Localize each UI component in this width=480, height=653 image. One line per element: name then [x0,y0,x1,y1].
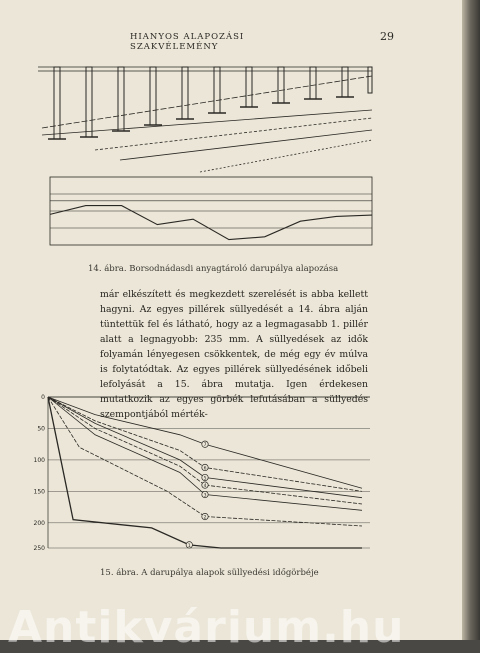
running-header: HIANYOS ALAPOZÁSI SZAKVÉLEMÉNY [130,32,245,52]
fig14-pier [246,67,252,107]
watermark: Antikvárium.hu [8,602,405,653]
fig15-y-tick-label: 0 [41,394,45,401]
fig14-settlement-chart [50,177,372,245]
fig15-curve-marker-label: 4 [203,484,207,490]
fig14-pier [214,67,220,113]
fig14-pier [118,67,124,131]
fig14-pier [342,67,348,97]
figure-15-caption: 15. ábra. A darupálya alapok süllyedési időgörbéje [100,568,319,578]
fig14-elevation [38,67,372,172]
fig15-curve-marker-label: 2 [203,515,207,521]
fig15-y-tick-label: 200 [33,519,45,527]
body-paragraph: már elkészített és megkezdett szerelését is abba kellett hagyni. Az egyes pillérek süllyedését a 14. ábra alján tüntettük fel és látható, hogy az a legmagasabb 1. pillér alatt a legnagyobb: 235 mm. A süllyedések az idők folyamán lényegesen csökkentek, de még egy év múlva is folytatódtak. Az egyes pillérek süllyedésének időbeli lefolyását a 15. ábra mutatja. Igen érdekesen mutatkozik az egyes görbék lefutásában a süllyedés szempontjából mérték- [100,289,368,420]
fig15-curve-marker-label: 1 [187,543,191,549]
fig14-plot-area [50,201,372,240]
fig15-y-tick-label: 250 [33,545,45,552]
fig14-pier [310,67,316,99]
fig15-curve-marker-label: 5 [203,476,207,482]
page-number: 29 [380,30,394,43]
fig14-pier [182,67,188,119]
fig15-y-tick-labels [34,394,46,552]
fig15-curve-marker-label: 6 [203,466,207,472]
fig15-curve-marker-label: 7 [203,443,207,449]
fig14-series-line [50,206,372,240]
fig14-piers [54,67,372,139]
fig14-layer-line-2 [120,130,372,160]
fig14-layer-line [95,118,372,150]
fig14-pier [150,67,156,125]
fig14-pier [278,67,284,103]
fig14-pier [86,67,92,137]
fig14-layer-line-3 [200,140,372,172]
fig15-y-tick-label: 50 [37,425,45,433]
fig15-y-tick-label: 100 [33,456,45,464]
figure-14-caption: 14. ábra. Borsodnádasdi anyagtároló darupálya alapozása [88,264,339,274]
fig14-pier [54,67,60,139]
fig15-curve-marker-label: 3 [203,493,207,499]
fig15-y-tick-label: 150 [33,488,45,496]
